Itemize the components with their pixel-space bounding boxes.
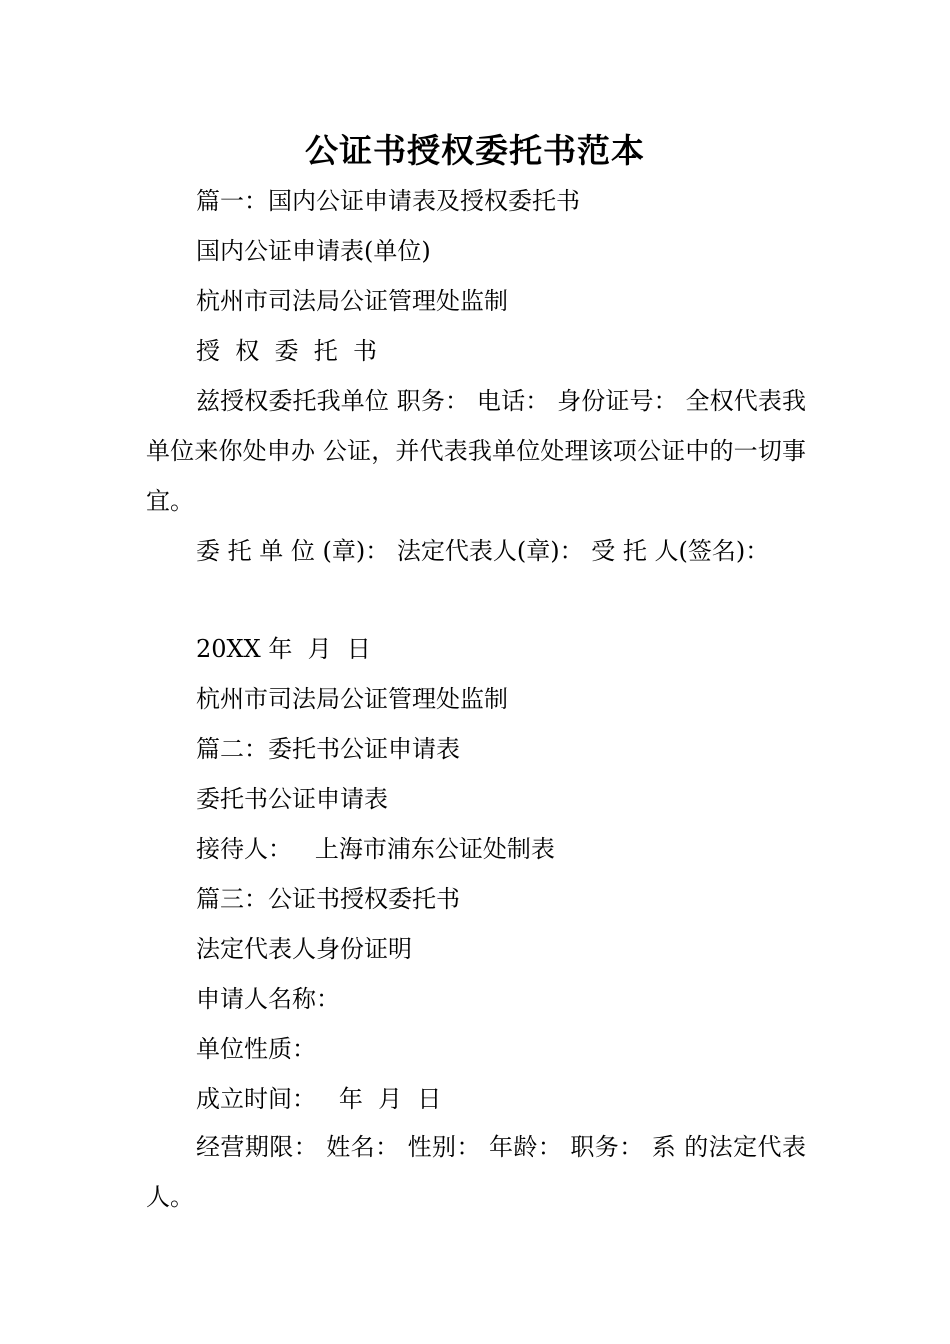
document-title: 公证书授权委托书范本 — [305, 131, 645, 170]
authorization-heading: 授 权 委 托 书 — [196, 337, 378, 365]
authorization-paragraph: 兹授权委托我单位 职务： 电话： 身份证号： 全权代表我单位来你处申办 公证，并代表我单位处理该项公证中的一切事宜。 — [146, 387, 806, 515]
supervisor-line-2: 杭州市司法局公证管理处监制 — [196, 685, 508, 713]
receptionist-line: 接待人： 上海市浦东公证处制表 — [196, 835, 555, 863]
signature-paragraph: 委 托 单 位 (章)： 法定代表人(章)： 受 托 人(签名)： — [196, 537, 770, 565]
identity-proof-line: 法定代表人身份证明 — [196, 935, 412, 963]
form-name-line: 国内公证申请表(单位) — [196, 237, 431, 265]
legal-representative-paragraph: 经营期限： 姓名： 性别： 年龄： 职务： 系 的法定代表人。 — [146, 1133, 806, 1211]
unit-nature-line: 单位性质： — [196, 1035, 316, 1063]
applicant-name-line: 申请人名称： — [196, 985, 340, 1013]
supervisor-line: 杭州市司法局公证管理处监制 — [196, 287, 508, 315]
section-three-heading: 篇三：公证书授权委托书 — [196, 885, 460, 913]
date-line: 20XX 年 月 日 — [196, 635, 371, 663]
section-two-heading: 篇二：委托书公证申请表 — [196, 735, 460, 763]
form-title-line: 委托书公证申请表 — [196, 785, 388, 813]
established-date-line: 成立时间： 年 月 日 — [196, 1085, 442, 1113]
section-one-heading: 篇一：国内公证申请表及授权委托书 — [196, 187, 580, 215]
